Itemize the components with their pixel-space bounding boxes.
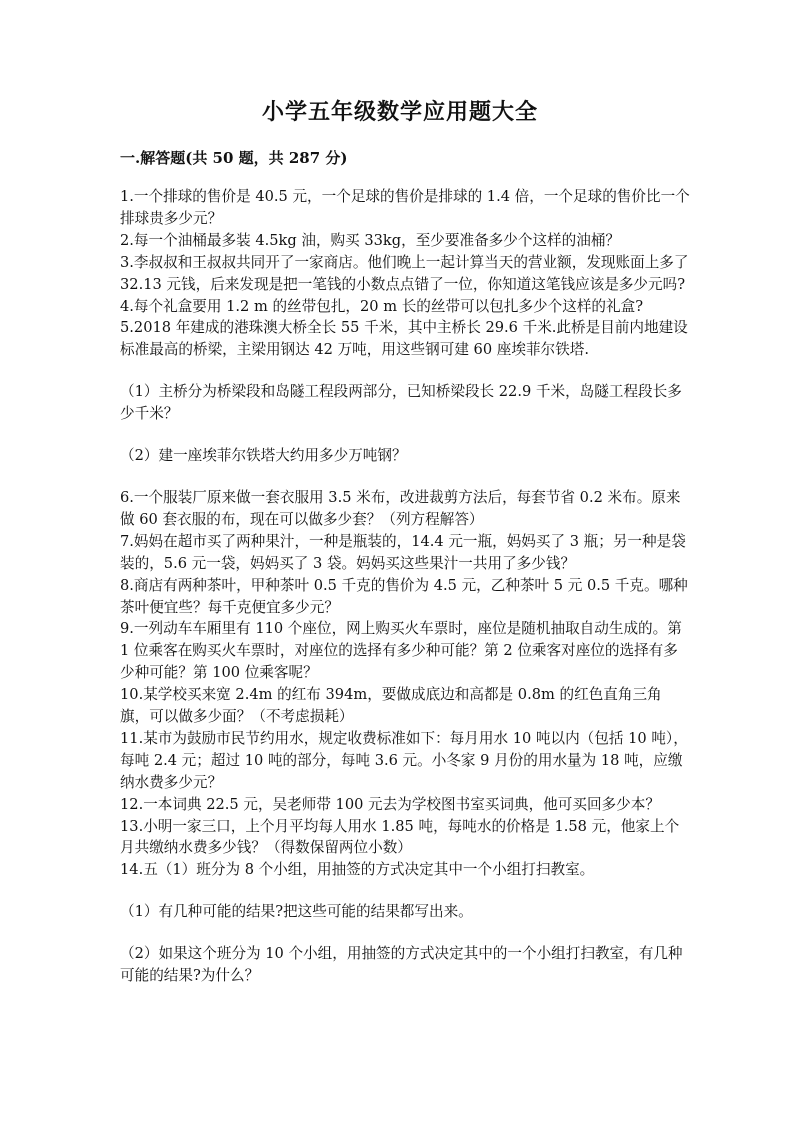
question-8: 8.商店有两种茶叶，甲种茶叶 0.5 千克的售价为 4.5 元，乙种茶叶 5 元 0.5 千克。哪种茶叶便宜些？每千克便宜多少元？ xyxy=(120,576,688,616)
question-5-part-2: （2）建一座埃菲尔铁塔大约用多少万吨钢？ xyxy=(120,447,407,465)
question-14: 14.五（1）班分为 8 个小组，用抽签的方式决定其中一个小组打扫教室。 xyxy=(120,861,595,879)
question-list xyxy=(120,186,690,987)
question-5: 5.2018 年建成的港珠澳大桥全长 55 千米，其中主桥长 29.6 千米.此桥是目前内地建设标准最高的桥梁，主梁用钢达 42 万吨，用这些钢可建 60 座埃菲尔铁塔. xyxy=(120,319,688,359)
question-14-part-1: （1）有几种可能的结果?把这些可能的结果都写出来。 xyxy=(120,903,473,921)
section-heading: 一.解答题(共 50 题，共 287 分) xyxy=(120,149,348,167)
question-9: 9.一列动车车厢里有 110 个座位，网上购买火车票时，座位是随机抽取自动生成的。第 1 位乘客在购买火车票时，对座位的选择有多少种可能？第 2 位乘客对座位的选择有多少种可能？第 100 位乘客呢？ xyxy=(120,620,682,682)
question-10: 10.某学校买来宽 2.4m 的红布 394m，要做成底边和高都是 0.8m 的红色直角三角旗，可以做多少面？（不考虑损耗） xyxy=(120,686,662,726)
question-11: 11.某市为鼓励市民节约用水，规定收费标准如下：每月用水 10 吨以内（包括 10 吨），每吨 2.4 元；超过 10 吨的部分，每吨 3.6 元。小冬家 9 月份的用水量为 18 吨，应缴纳水费多少元？ xyxy=(120,729,688,791)
question-13: 13.小明一家三口，上个月平均每人用水 1.85 吨，每吨水的价格是 1.58 元，他家上个月共缴纳水费多少钱？（得数保留两位小数） xyxy=(120,817,680,857)
question-1: 1.一个排球的售价是 40.5 元，一个足球的售价是排球的 1.4 倍，一个足球的售价比一个排球贵多少元？ xyxy=(120,188,690,227)
question-2: 2.每一个油桶最多装 4.5kg 油，购买 33kg，至少要准备多少个这样的油桶？ xyxy=(120,231,621,249)
document-title: 小学五年级数学应用题大全 xyxy=(261,99,538,125)
question-3: 3.李叔叔和王叔叔共同开了一家商店。他们晚上一起计算当天的营业额，发现账面上多了 32.13 元钱，后来发现是把一笔钱的小数点点错了一位，你知道这笔钱应该是多少元吗? xyxy=(120,253,689,293)
question-5-part-1: （1）主桥分为桥梁段和岛隧工程段两部分，已知桥梁段长 22.9 千米，岛隧工程段长多少千米？ xyxy=(120,383,682,423)
question-12: 12.一本词典 22.5 元，吴老师带 100 元去为学校图书室买词典，他可买回多少本？ xyxy=(120,795,660,813)
question-6: 6.一个服装厂原来做一套衣服用 3.5 米布，改进裁剪方法后，每套节省 0.2 米布。原来做 60 套衣服的布，现在可以做多少套？（列方程解答） xyxy=(120,488,681,528)
question-4: 4.每个礼盒要用 1.2 m 的丝带包扎，20 m 长的丝带可以包扎多少个这样的礼盒? xyxy=(120,297,644,315)
question-7: 7.妈妈在超市买了两种果汁，一种是瓶装的，14.4 元一瓶，妈妈买了 3 瓶；另一种是袋装的，5.6 元一袋，妈妈买了 3 袋。妈妈买这些果汁一共用了多少钱？ xyxy=(120,532,686,572)
question-14-part-2: （2）如果这个班分为 10 个小组，用抽签的方式决定其中的一个小组打扫教室，有几种可能的结果?为什么？ xyxy=(120,945,683,985)
